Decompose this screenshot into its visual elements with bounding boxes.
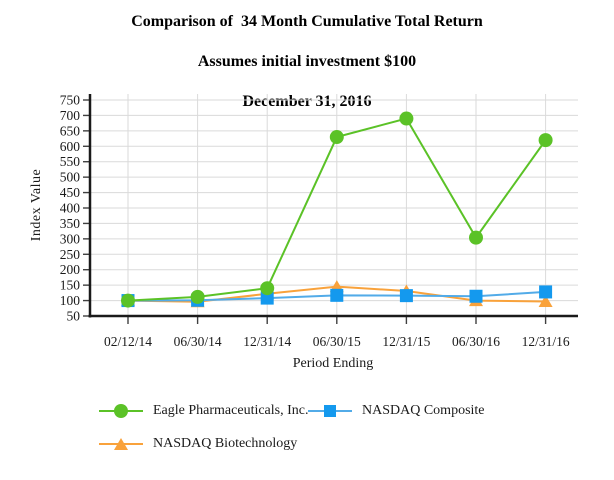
y-tick-label: 450 xyxy=(59,185,80,201)
chart-title-line-2: Assumes initial investment $100 xyxy=(197,53,417,70)
y-tick-label: 600 xyxy=(59,138,80,154)
y-tick-label: 250 xyxy=(59,246,80,262)
data-point-nasdaq-composite xyxy=(330,289,343,302)
y-tick-label: 350 xyxy=(59,215,80,231)
x-tick-label: 02/12/14 xyxy=(103,334,153,349)
data-point-eagle-pharmaceuticals-inc xyxy=(121,294,135,308)
x-tick-label: 06/30/15 xyxy=(312,334,361,349)
x-tick-label: 12/31/16 xyxy=(521,334,570,349)
data-point-nasdaq-composite xyxy=(470,290,483,303)
x-tick-label: 12/31/14 xyxy=(243,334,292,349)
y-tick-label: 700 xyxy=(59,107,80,123)
y-tick-label: 300 xyxy=(59,231,80,247)
data-point-nasdaq-composite xyxy=(539,285,552,298)
data-point-nasdaq-composite xyxy=(400,289,413,302)
y-tick-label: 500 xyxy=(59,169,80,185)
y-tick-label: 100 xyxy=(59,293,80,309)
x-axis-title: Period Ending xyxy=(292,356,374,371)
data-point-eagle-pharmaceuticals-inc xyxy=(539,133,553,147)
y-axis-title: Index Value xyxy=(29,168,44,242)
data-point-eagle-pharmaceuticals-inc xyxy=(191,290,205,304)
y-tick-label: 650 xyxy=(59,123,80,139)
data-point-eagle-pharmaceuticals-inc xyxy=(469,231,483,245)
x-tick-label: 12/31/15 xyxy=(382,334,431,349)
y-tick-label: 150 xyxy=(59,277,80,293)
y-tick-label: 400 xyxy=(59,200,80,216)
legend-label-nasdaq-biotechnology: NASDAQ Biotechnology xyxy=(153,436,298,451)
data-point-eagle-pharmaceuticals-inc xyxy=(330,130,344,144)
y-tick-label: 550 xyxy=(59,154,80,170)
x-tick-label: 06/30/16 xyxy=(451,334,501,349)
legend-label-nasdaq-composite: NASDAQ Composite xyxy=(362,403,485,418)
chart-title-line-3: December 31, 2016 xyxy=(242,93,372,110)
data-point-eagle-pharmaceuticals-inc xyxy=(260,281,274,295)
y-tick-label: 50 xyxy=(66,308,80,324)
legend-label-eagle-pharmaceuticals: Eagle Pharmaceuticals, Inc. xyxy=(153,403,309,418)
chart-title-line-1: Comparison of 34 Month Cumulative Total Return xyxy=(131,13,483,30)
x-tick-label: 06/30/14 xyxy=(173,334,222,349)
data-point-eagle-pharmaceuticals-inc xyxy=(399,112,413,126)
y-tick-label: 200 xyxy=(59,262,80,278)
y-tick-label: 750 xyxy=(59,92,80,108)
